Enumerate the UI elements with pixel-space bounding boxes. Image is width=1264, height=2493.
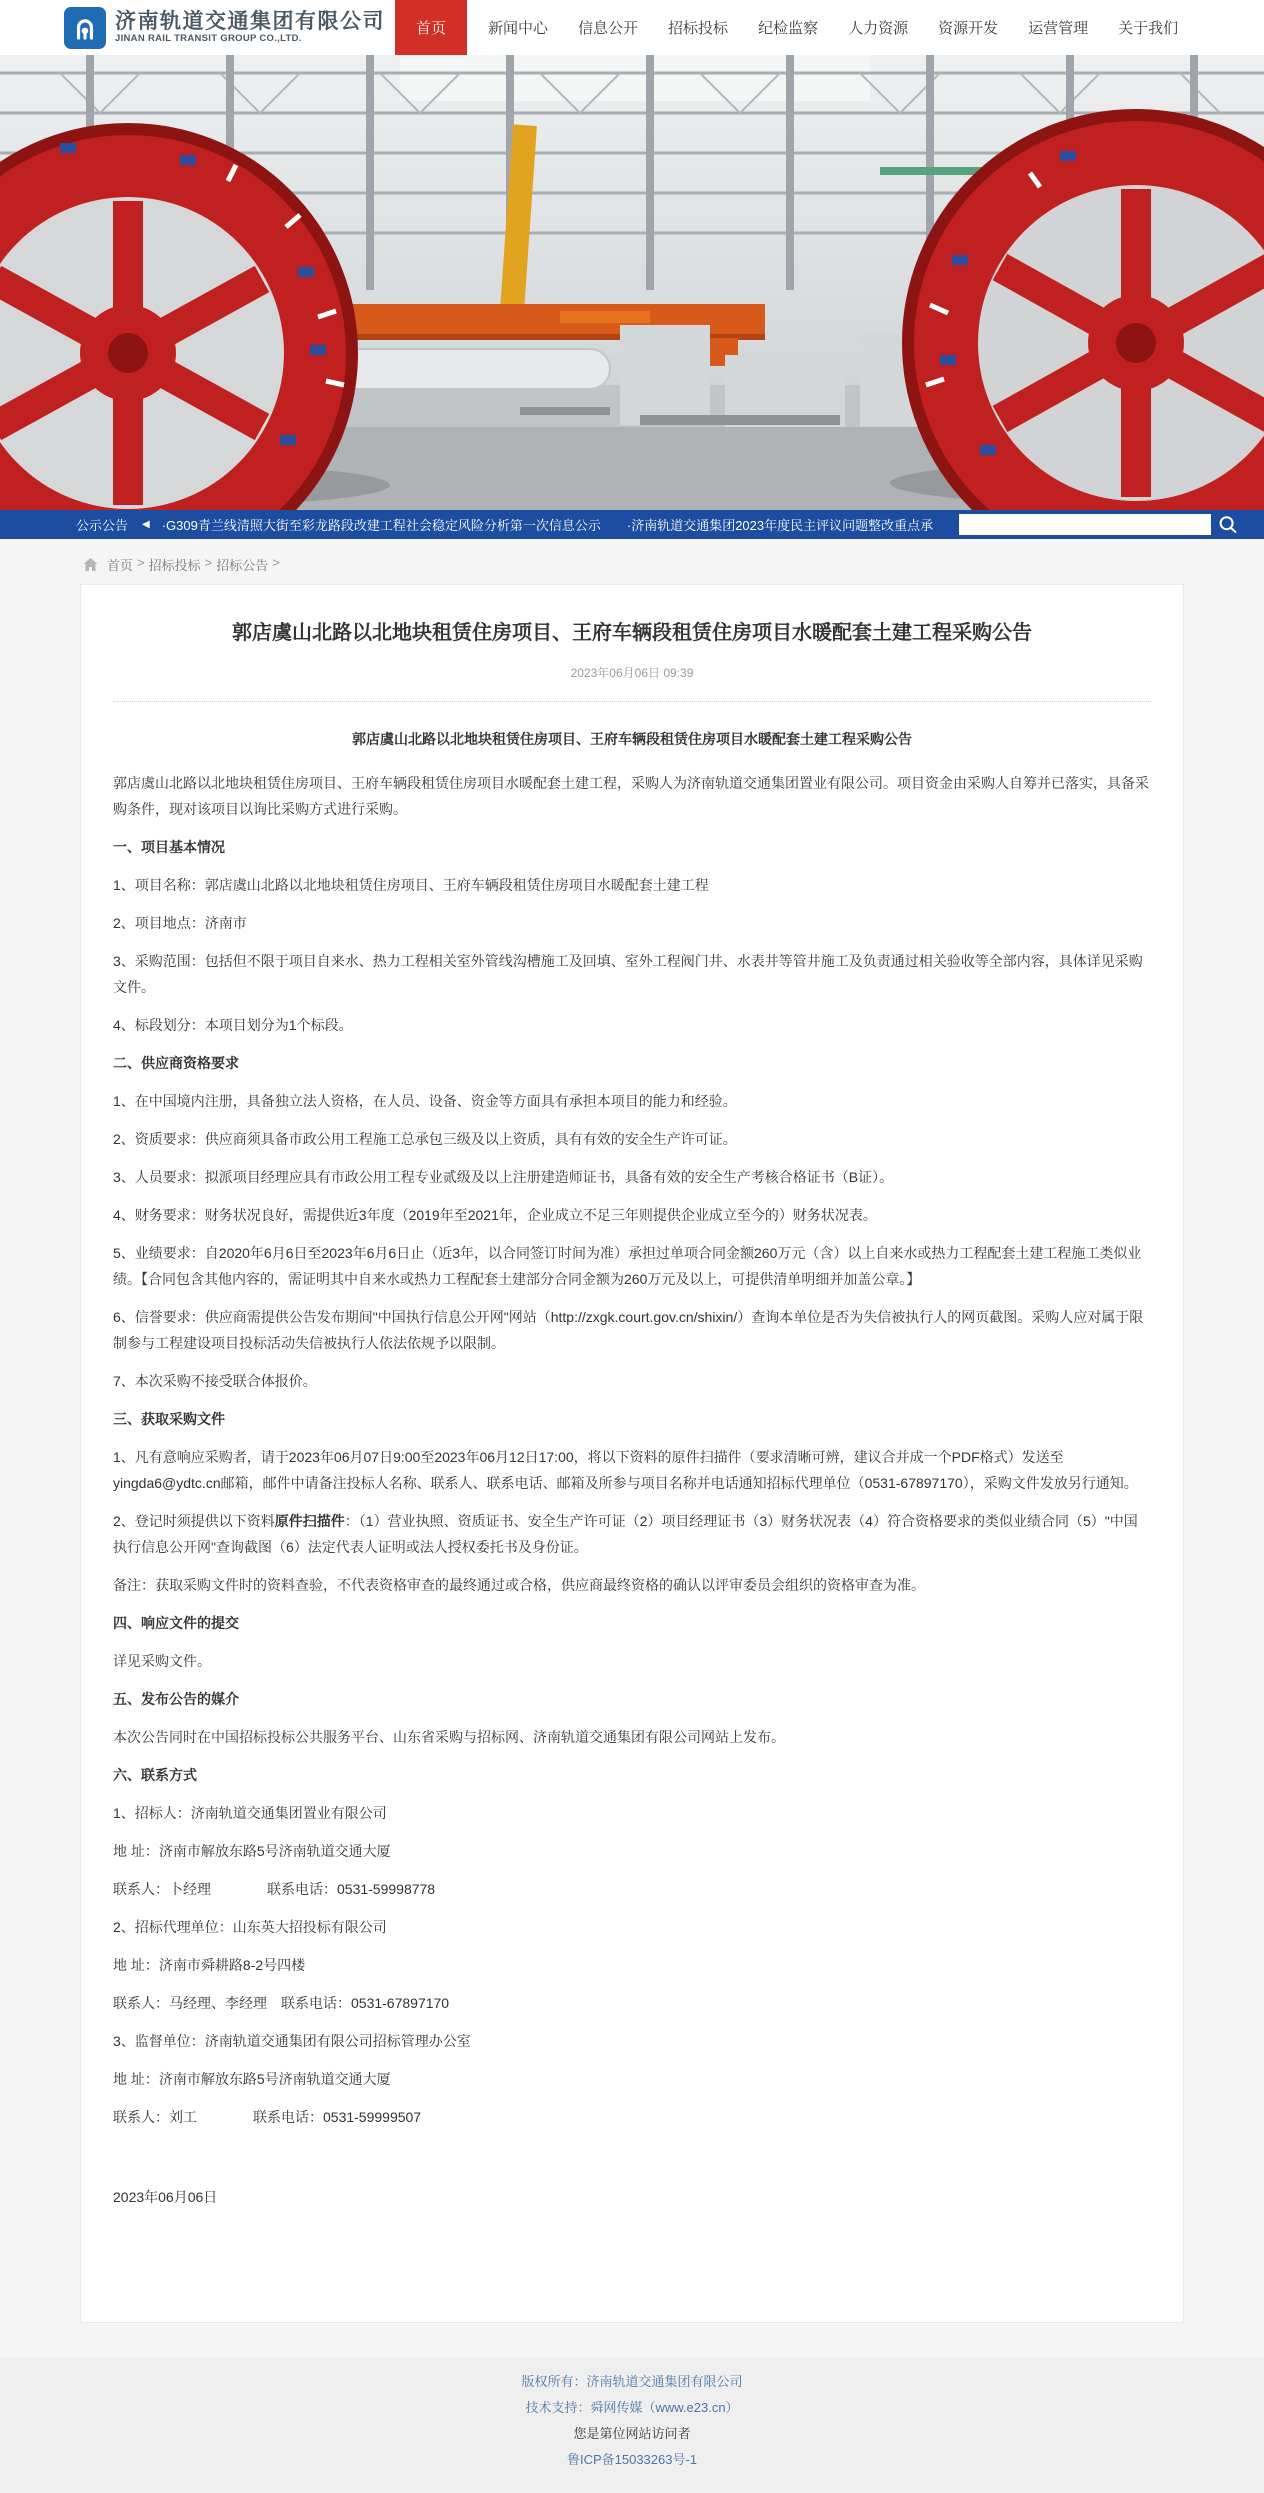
article-paragraph: 联系人：卜经理 联系电话：0531-59998778: [113, 1881, 436, 1897]
article-paragraph: 4、标段划分：本项目划分为1个标段。: [113, 1017, 353, 1033]
article-body: [113, 726, 1151, 2210]
nav-item-about[interactable]: 关于我们: [1118, 20, 1179, 37]
article-paragraph: 详见采购文件。: [113, 1653, 211, 1669]
footer-line-3: 您是第位网站访问者: [573, 2426, 691, 2441]
section-heading: 二、供应商资格要求: [113, 1055, 239, 1071]
section-heading: 六、联系方式: [113, 1767, 197, 1783]
home-icon[interactable]: [82, 557, 99, 572]
article-paragraph: 2、项目地点：济南市: [113, 915, 247, 931]
text: ：（1）营业执照、资质证书、安全生产许可证（2）项目经理证书（3）财务状况表（4）符合资格要求的类似业绩合同（5）"中国执行信息公开网"查询截图（6）法定代表人证明或法人授权委托书及身份证。: [113, 1513, 1138, 1555]
article-paragraph: 联系人：刘工 联系电话：0531-59999507: [113, 2109, 422, 2125]
breadcrumb-separator: >: [204, 555, 213, 570]
footer-line-1[interactable]: 版权所有：济南轨道交通集团有限公司: [521, 2374, 743, 2389]
page-title: 郭店虞山北路以北地块租赁住房项目、王府车辆段租赁住房项目水暖配套土建工程采购公告: [232, 622, 1032, 644]
notice-items: [162, 515, 959, 534]
notice-item-2[interactable]: ·济南轨道交通集团2023年度民主评议问题整改重点承: [626, 518, 934, 533]
text: 2、登记时须提供以下资料: [113, 1513, 275, 1529]
notice-arrow-icon[interactable]: ◀: [142, 518, 150, 530]
article-paragraph: 3、采购范围：包括但不限于项目自来水、热力工程相关室外管线沟槽施工及回填、室外工程阀门井、水表井等管井施工及负责通过相关验收等全部内容，具体详见采购文件。: [113, 953, 1143, 995]
article-card: [80, 584, 1184, 2323]
notice-label: 公示公告: [76, 518, 129, 533]
bold-text: 原件扫描件: [274, 1513, 345, 1529]
logo-text: [115, 10, 385, 45]
article-paragraph: 地 址：济南市解放东路5号济南轨道交通大厦: [113, 1843, 391, 1859]
search-wrap: [959, 514, 1238, 535]
section-heading: 一、项目基本情况: [113, 839, 225, 855]
breadcrumb-separator: >: [272, 555, 280, 570]
article-paragraph: [113, 1508, 1151, 1560]
breadcrumb-separator: >: [137, 555, 145, 570]
article-subtitle: 郭店虞山北路以北地块租赁住房项目、王府车辆段租赁住房项目水暖配套土建工程采购公告: [352, 731, 912, 747]
article-paragraph: 1、项目名称：郭店虞山北路以北地块租赁住房项目、王府车辆段租赁住房项目水暖配套土建工程: [113, 877, 709, 893]
section-heading: 四、响应文件的提交: [113, 1615, 239, 1631]
nav-item-discipline[interactable]: 纪检监察: [758, 20, 819, 37]
article-paragraph: 联系人：马经理、李经理 联系电话：0531-67897170: [113, 1995, 450, 2011]
search-input[interactable]: [959, 514, 1211, 535]
logo-icon: [64, 7, 106, 49]
article-paragraph: 2、招标代理单位：山东英大招投标有限公司: [113, 1919, 387, 1935]
site-header: [0, 0, 1264, 55]
hero-image: [0, 55, 1264, 510]
article-paragraph: 备注：获取采购文件时的资料查验，不代表资格审查的最终通过或合格，供应商最终资格的确认以评审委员会组织的资格审查为准。: [113, 1577, 925, 1593]
footer-line-4[interactable]: 鲁ICP备15033263号-1: [566, 2452, 698, 2467]
nav-item-info[interactable]: 信息公开: [578, 20, 639, 37]
article-paragraph: 地 址：济南市解放东路5号济南轨道交通大厦: [113, 2071, 391, 2087]
nav-item-news[interactable]: 新闻中心: [488, 20, 549, 37]
main-nav: [395, 0, 1193, 55]
breadcrumb: [80, 539, 1184, 584]
nav-item-operation[interactable]: 运营管理: [1028, 20, 1089, 37]
article-paragraph: 4、财务要求：财务状况良好，需提供近3年度（2019年至2021年，企业成立不足三年则提供企业成立至今的）财务状况表。: [113, 1207, 877, 1223]
breadcrumb-items: [107, 555, 284, 574]
logo-subtitle: JINAN RAIL TRANSIT GROUP CO.,LTD.: [115, 33, 302, 45]
breadcrumb-item-3[interactable]: 招标公告: [216, 558, 269, 573]
article-paragraph: 6、信誉要求：供应商需提供公告发布期间"中国执行信息公开网"网站（http://zxgk.court.gov.cn/shixin/）查询本单位是否为失信被执行人的网页截图。采购人应对属于限制参与工程建设项目投标活动失信被执行人依法依规予以限制。: [113, 1309, 1144, 1351]
breadcrumb-item-1[interactable]: 首页: [107, 558, 134, 573]
footer-line-2[interactable]: 技术支持：舜网传媒（www.e23.cn）: [525, 2400, 739, 2415]
article-paragraph: 地 址：济南市舜耕路8-2号四楼: [113, 1957, 306, 1973]
publish-datetime: 2023年06月06日 09:39: [113, 664, 1151, 702]
article-paragraph: 7、本次采购不接受联合体报价。: [113, 1373, 317, 1389]
section-heading: 五、发布公告的媒介: [113, 1691, 239, 1707]
article-paragraph: 1、凡有意响应采购者，请于2023年06月07日9:00至2023年06月12日17:00，将以下资料的原件扫描件（要求清晰可辨，建议合并成一个PDF格式）发送至yingda6@ydtc.cn邮箱，邮件中请备注投标人名称、联系人、联系电话、邮箱及所参与项目名称并电话通知招标代理单位（0531-67897170），采购文件发放另行通知。: [113, 1449, 1138, 1491]
article-paragraph: 2023年06月06日: [113, 2189, 218, 2205]
nav-item-resources[interactable]: 资源开发: [938, 20, 999, 37]
article-paragraph: 1、招标人：济南轨道交通集团置业有限公司: [113, 1805, 387, 1821]
section-heading: 三、获取采购文件: [113, 1411, 225, 1427]
article-spacer: [113, 2142, 1151, 2172]
nav-item-bidding[interactable]: 招标投标: [668, 20, 729, 37]
article-paragraph: 3、人员要求：拟派项目经理应具有市政公用工程专业贰级及以上注册建造师证书，具备有效的安全生产考核合格证书（B证）。: [113, 1169, 894, 1185]
notice-bar: [0, 510, 1264, 539]
article-paragraph: 3、监督单位：济南轨道交通集团有限公司招标管理办公室: [113, 2033, 471, 2049]
article-paragraph: 2、资质要求：供应商须具备市政公用工程施工总承包三级及以上资质，具有有效的安全生产许可证。: [113, 1131, 737, 1147]
nav-item-home[interactable]: 首页: [395, 0, 467, 55]
article-paragraph: 郭店虞山北路以北地块租赁住房项目、王府车辆段租赁住房项目水暖配套土建工程，采购人为济南轨道交通集团置业有限公司。项目资金由采购人自筹并已落实，具备采购条件，现对该项目以询比采购方式进行采购。: [113, 775, 1149, 817]
site-logo[interactable]: [0, 0, 385, 55]
breadcrumb-item-2[interactable]: 招标投标: [148, 558, 201, 573]
search-icon[interactable]: [1218, 515, 1238, 535]
article-paragraph: 1、在中国境内注册，具备独立法人资格，在人员、设备、资金等方面具有承担本项目的能力和经验。: [113, 1093, 737, 1109]
notice-item-1[interactable]: ·G309青兰线清照大街至彩龙路段改建工程社会稳定风险分析第一次信息公示: [161, 518, 601, 533]
site-footer: [0, 2357, 1264, 2493]
logo-title: 济南轨道交通集团有限公司: [115, 9, 385, 33]
article-paragraph: 本次公告同时在中国招标投标公共服务平台、山东省采购与招标网、济南轨道交通集团有限公司网站上发布。: [113, 1729, 785, 1745]
article-paragraph: 5、业绩要求：自2020年6月6日至2023年6月6日止（近3年，以合同签订时间为准）承担过单项合同金额260万元（含）以上自来水或热力工程配套土建工程施工类似业绩。【合同包含其他内容的，需证明其中自来水或热力工程配套土建部分合同金额为260万元及以上，可提供清单明细并加盖公章。】: [113, 1245, 1142, 1287]
nav-item-hr[interactable]: 人力资源: [848, 20, 909, 37]
content-section: [0, 539, 1264, 2357]
